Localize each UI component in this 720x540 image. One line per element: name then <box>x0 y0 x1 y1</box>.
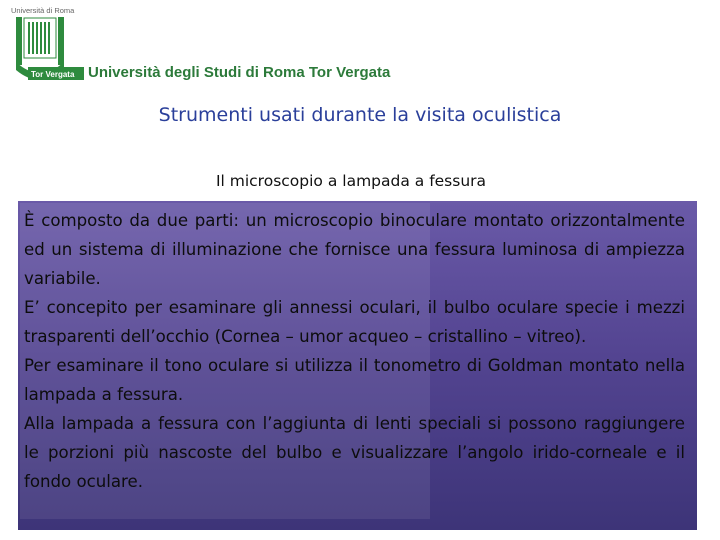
logo-badge-text: Tor Vergata <box>31 70 75 79</box>
slide-body <box>24 206 685 496</box>
paragraph-composition: È composto da due parti: un microscopio binoculare montato orizzontalmente ed un sistema di illuminazione che fornisce una fessura luminosa di ampiezza variabile. <box>24 211 685 288</box>
slide-title: Strumenti usati durante la visita oculistica <box>158 104 562 126</box>
logo-small-text: Università di Roma <box>11 6 75 15</box>
university-logo <box>8 4 84 80</box>
paragraph-purpose: E’ concepito per esaminare gli annessi oculari, il bulbo oculare specie i mezzi trasparenti dell’occhio (Cornea – umor acqueo – cristallino – vitreo). <box>24 298 685 346</box>
university-seal-icon <box>8 4 84 80</box>
university-name: Università degli Studi di Roma Tor Vergata <box>88 64 391 81</box>
slide-subtitle: Il microscopio a lampada a fessura <box>215 172 487 190</box>
paragraph-lenses: Alla lampada a fessura con l’aggiunta di lenti speciali si possono raggiungere le porzioni più nascoste del bulbo e visualizzare l’angolo irido-corneale e il fondo oculare. <box>24 414 685 491</box>
paragraph-tonometer: Per esaminare il tono oculare si utilizza il tonometro di Goldman montato nella lampada a fessura. <box>24 356 685 404</box>
